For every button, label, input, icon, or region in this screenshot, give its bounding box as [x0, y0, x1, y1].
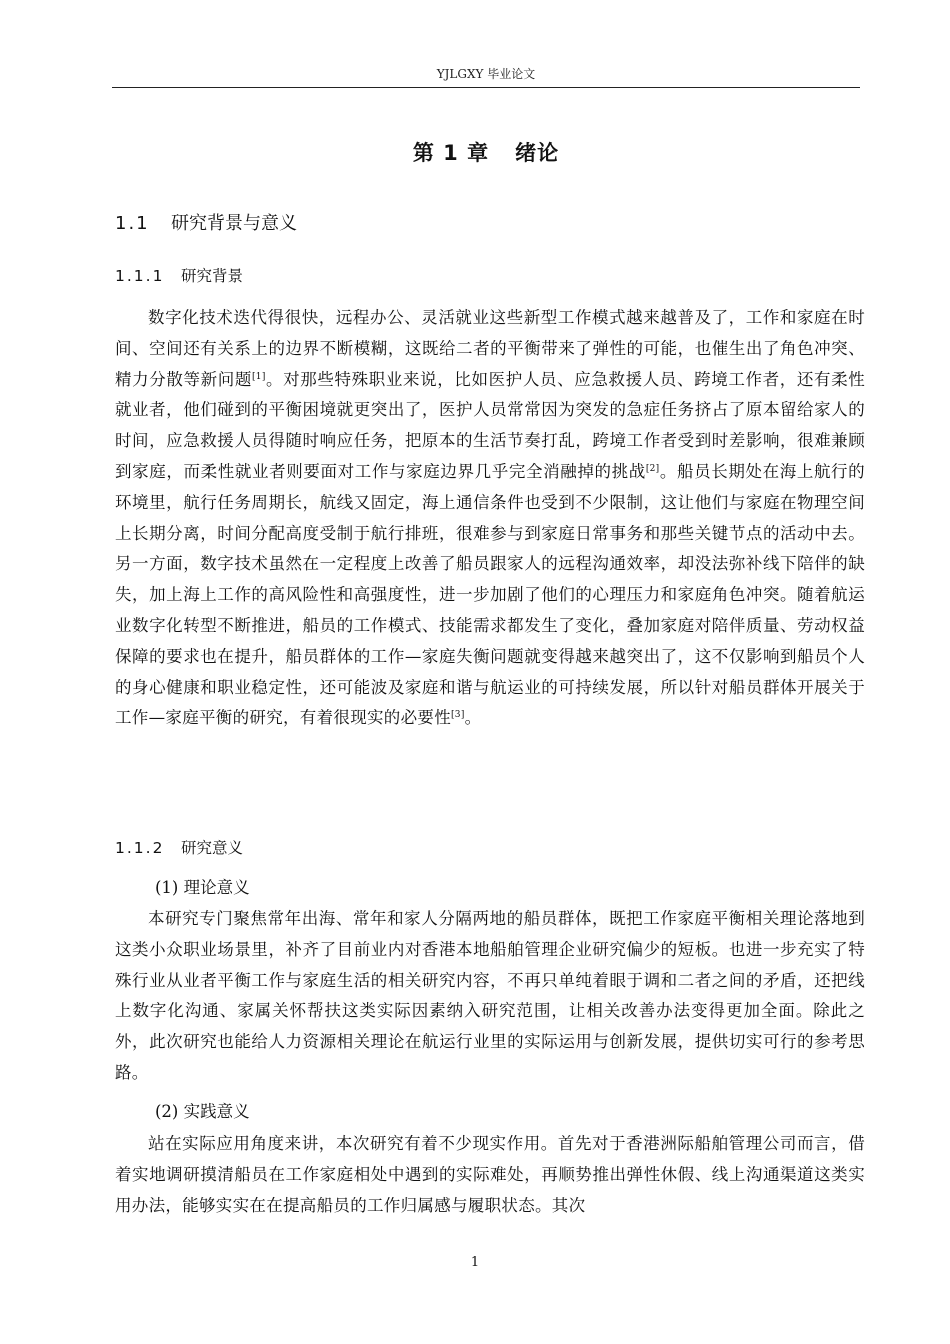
page-number: 1	[470, 1255, 480, 1270]
section-heading-1-1-1	[115, 264, 243, 288]
section-heading-1-1-2	[115, 836, 243, 860]
header-rule	[112, 87, 860, 88]
chapter-title	[112, 138, 860, 168]
subsection-title: 研究意义	[181, 839, 244, 857]
theory-significance-paragraph: 本研究专门聚焦常年出海、常年和家人分隔两地的船员群体，既把工作家庭平衡相关理论落地到这类小众职业场景里，补齐了目前业内对香港本地船舶管理企业研究偏少的短板。也进一步充实了特殊行业从业者平衡工作与家庭生活的相关研究内容，不再只单纯着眼于调和二者之间的矛盾，还把线上数字化沟通、家属关怀帮扶这类实际因素纳入研究范围，让相关改善办法变得更加全面。除此之外，此次研究也能给人力资源相关理论在航运行业里的实际运用与创新发展，提供切实可行的参考思路。	[115, 909, 865, 1082]
section-heading-1-1	[115, 210, 297, 238]
background-text-2: 。对那些特殊职业来说，比如医护人员、应急救援人员、跨境工作者，还有柔性就业者，他们碰到的平衡困境就更突出了，医护人员常常因为突发的急症任务挤占了原本留给家人的时间，应急救援人员得随时响应任务，把原本的生活节奏打乱，跨境工作者受到时差影响，很难兼顾到家庭，而柔性就业者则要面对工作与家庭边界几乎完全消融掉的挑战	[115, 369, 866, 481]
section-title: 研究背景与意义	[171, 213, 297, 234]
practice-significance-paragraph: 站在实际应用角度来讲，本次研究有着不少现实作用。首先对于香港洲际船舶管理公司而言，借着实地调研摸清船员在工作家庭相处中遇到的实际难处，再顺势推出弹性休假、线上沟通渠道这类实用办法，能够实实在在提高船员的工作归属感与履职状态。其次	[115, 1134, 865, 1215]
background-text-3: 。船员长期处在海上航行的环境里，航行任务周期长，航线又固定，海上通信条件也受到不少限制，这让他们与家庭在物理空间上长期分离，时间分配高度受制于航行排班，很难参与到家庭日常事务和那些关键节点的活动中去。另一方面，数字技术虽然在一定程度上改善了船员跟家人的远程沟通效率，却没法弥补线下陪伴的缺失，加上海上工作的高风险性和高强度性，进一步加剧了他们的心理压力和家庭角色冲突。随着航运业数字化转型不断推进，船员的工作模式、技能需求都发生了变化，叠加家庭对陪伴质量、劳动权益保障的要求也在提升，船员群体的工作—家庭失衡问题就变得越来越突出了，这不仅影响到船员个人的身心健康和职业稳定性，还可能波及家庭和谐与航运业的可持续发展，所以针对船员群体开展关于工作—家庭平衡的研究，有着很现实的必要性	[115, 461, 865, 728]
subsection-number: 1.1.1	[115, 267, 165, 285]
section-number: 1.1	[115, 213, 150, 234]
citation-1: [1]	[252, 371, 266, 382]
chapter-name: 绪论	[515, 141, 560, 165]
subsection-number: 1.1.2	[115, 839, 165, 857]
practice-significance-label: (2) 实践意义	[155, 1102, 250, 1121]
citation-3: [3]	[451, 710, 465, 721]
background-paragraph	[115, 303, 865, 734]
theory-significance-label: (1) 理论意义	[155, 878, 250, 897]
subsection-title: 研究背景	[181, 267, 244, 285]
background-text-1: 数字化技术迭代得很快，远程办公、灵活就业这些新型工作模式越来越普及了，工作和家庭在时间、空间还有关系上的边界不断模糊，这既给二者的平衡带来了弹性的可能，也催生出了角色冲突、精力分散等新问题	[115, 308, 865, 389]
running-header: YJLGXY 毕业论文	[436, 67, 536, 81]
citation-2: [2]	[645, 463, 660, 474]
chapter-number: 第 1 章	[412, 141, 490, 165]
background-text-4: 。	[464, 708, 482, 728]
